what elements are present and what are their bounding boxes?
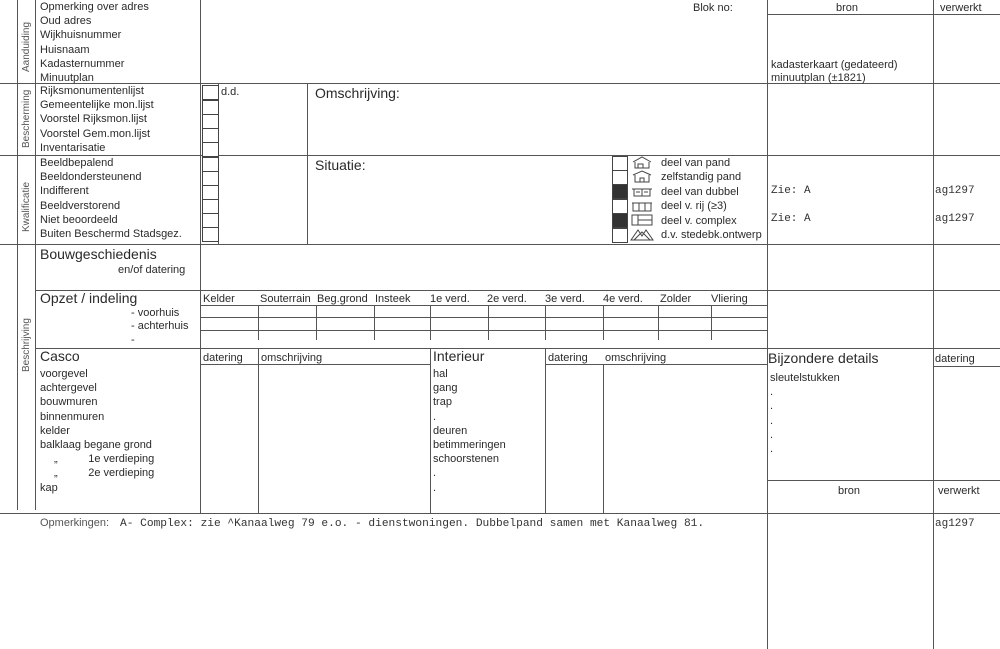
kwalificatie-checkbox[interactable] [202,213,219,228]
casco-omschrijving-header: omschrijving [261,352,323,364]
blok-no-label: Blok no: [693,2,733,14]
bouwgeschiedenis-title: Bouwgeschiedenis [40,246,157,262]
house-detached-icon [630,170,654,183]
house-part-icon [630,156,654,169]
opzet-title: Opzet / indeling [40,290,138,306]
bijzondere-item: . [770,414,774,427]
floor-header: Vliering [711,293,748,305]
verwerkt-header: verwerkt [940,2,982,14]
bescherming-row: Voorstel Rijksmon.lijst [40,113,147,126]
kwalificatie-row: Beeldverstorend [40,199,121,212]
floor-header: Kelder [203,293,235,305]
bijzondere-item: . [770,443,774,456]
kwalificatie-row: Niet beoordeeld [40,213,118,226]
opzet-row: - voorhuis [131,307,180,319]
casco-item: „ 2e verdieping [54,467,155,480]
interieur-item: trap [433,396,452,409]
interieur-omschrijving-header: omschrijving [605,352,667,364]
urban-design-icon [630,228,654,241]
verwerkt-footer: verwerkt [938,485,980,497]
casco-item: binnenmuren [40,410,105,423]
floor-header: Beg.grond [317,293,368,305]
bescherming-row: Inventarisatie [40,141,106,154]
bouwgeschiedenis-subtitle: en/of datering [118,264,186,276]
interieur-items [433,367,506,495]
section-label-kwalificatie: Kwalificatie [21,181,32,232]
house-double-icon [630,184,654,197]
aanduiding-row: Wijkhuisnummer [40,29,122,42]
bijzondere-item: . [770,428,774,441]
situatie-checkbox[interactable] [612,170,628,185]
kwalificatie-checkbox[interactable] [202,185,219,200]
casco-item: kelder [40,424,70,437]
interieur-item: . [433,481,437,494]
bijzondere-datering-header: datering [935,353,975,365]
situatie-checkbox-checked[interactable] [612,213,628,228]
kwalificatie-checkbox[interactable] [202,171,219,186]
kwalificatie-row: Buiten Beschermd Stadsgez. [40,228,182,241]
dd-label: d.d. [221,86,240,98]
interieur-item: betimmeringen [433,439,506,452]
situatie-checkbox[interactable] [612,156,628,171]
interieur-item: . [433,410,437,423]
casco-items [40,367,154,495]
bijzondere-item: . [770,400,774,413]
floor-header: 2e verd. [487,293,527,305]
section-label-aanduiding: Aanduiding [21,21,32,72]
interieur-title: Interieur [433,348,485,364]
situatie-options [661,156,762,242]
zie-reference: Zie: A [771,185,811,197]
kwalificatie-row: Beeldbepalend [40,157,114,169]
situatie-option-label: deel v. rij (≥3) [661,200,727,213]
kwalificatie-checkbox[interactable] [202,157,219,172]
bron-header: bron [836,2,859,14]
floor-header: Souterrain [260,293,311,305]
bescherming-row: Voorstel Gem.mon.lijst [40,127,151,140]
situatie-option-label: d.v. stedebk.ontwerp [661,229,762,242]
floor-header: 3e verd. [545,293,585,305]
bijzondere-item: . [770,386,774,399]
situatie-label: Situatie: [315,157,366,173]
bescherming-row: Gemeentelijke mon.lijst [40,99,154,112]
ag-code: ag1297 [935,185,975,197]
kwalificatie-rows [40,156,182,241]
floor-header: Zolder [660,293,692,305]
omschrijving-label: Omschrijving: [315,85,400,101]
bescherming-checkbox[interactable] [202,114,219,129]
situatie-option-label: deel van dubbel [661,185,739,198]
zie-reference: Zie: A [771,213,811,225]
bescherming-checkbox[interactable] [202,128,219,143]
source-kadasterkaart: kadasterkaart (gedateerd) [771,59,898,71]
kwalificatie-checkbox[interactable] [202,227,219,242]
situatie-option-label: deel van pand [661,157,731,169]
casco-title: Casco [40,348,80,364]
casco-item: achtergevel [40,382,97,395]
interieur-item: deuren [433,424,468,437]
floor-header: Insteek [375,293,411,305]
bescherming-rows [40,84,154,155]
kwalificatie-row: Beeldondersteunend [40,171,142,184]
bescherming-checkbox[interactable] [202,100,219,115]
casco-datering-header: datering [203,352,243,364]
aanduiding-row: Oud adres [40,15,92,28]
house-complex-icon [630,213,654,226]
bijzondere-items [770,371,840,456]
section-label-beschrijving: Beschrijving [21,318,32,372]
aanduiding-rows [40,0,149,85]
floor-header: 4e verd. [603,293,643,305]
interieur-item: . [433,467,437,480]
aanduiding-row: Minuutplan [40,72,94,85]
bijzondere-details-title: Bijzondere details [768,350,879,366]
kwalificatie-row: Indifferent [40,185,89,198]
situatie-checkbox-checked[interactable] [612,184,628,199]
casco-item: balklaag begane grond [40,439,152,452]
casco-item: kap [40,481,58,494]
interieur-item: schoorstenen [433,453,500,466]
casco-item: „ 1e verdieping [54,453,155,466]
bron-footer: bron [838,485,861,497]
ag-code: ag1297 [935,213,975,225]
floor-header: 1e verd. [430,293,470,305]
interieur-item: hal [433,368,448,380]
opzet-row: - achterhuis [131,320,189,332]
bijzondere-item: sleutelstukken [770,372,840,384]
bescherming-row: Rijksmonumentenlijst [40,85,144,97]
interieur-item: gang [433,382,458,395]
house-row-icon [630,199,654,212]
bescherming-checkbox[interactable] [202,142,219,157]
situatie-checkbox[interactable] [612,199,628,214]
situatie-option-label: zelfstandig pand [661,171,742,184]
bescherming-checkbox[interactable] [202,85,219,100]
opmerkingen-code: ag1297 [935,518,975,530]
aanduiding-row: Opmerking over adres [40,1,149,13]
aanduiding-row: Kadasternummer [40,57,125,70]
source-minuutplan: minuutplan (±1821) [771,72,866,84]
interieur-datering-header: datering [548,352,588,364]
situatie-option-label: deel v. complex [661,214,737,227]
situatie-checkbox[interactable] [612,228,628,243]
casco-item: voorgevel [40,368,88,380]
casco-item: bouwmuren [40,396,98,409]
aanduiding-row: Huisnaam [40,43,90,56]
kwalificatie-checkbox[interactable] [202,199,219,214]
opmerkingen-label: Opmerkingen: [40,517,110,529]
opzet-row: - [131,334,135,346]
opmerkingen-text: A- Complex: zie ^Kanaalweg 79 e.o. - dienstwoningen. Dubbelpand samen met Kanaalweg 81. [120,518,705,530]
section-label-bescherming: Bescherming [21,89,32,148]
